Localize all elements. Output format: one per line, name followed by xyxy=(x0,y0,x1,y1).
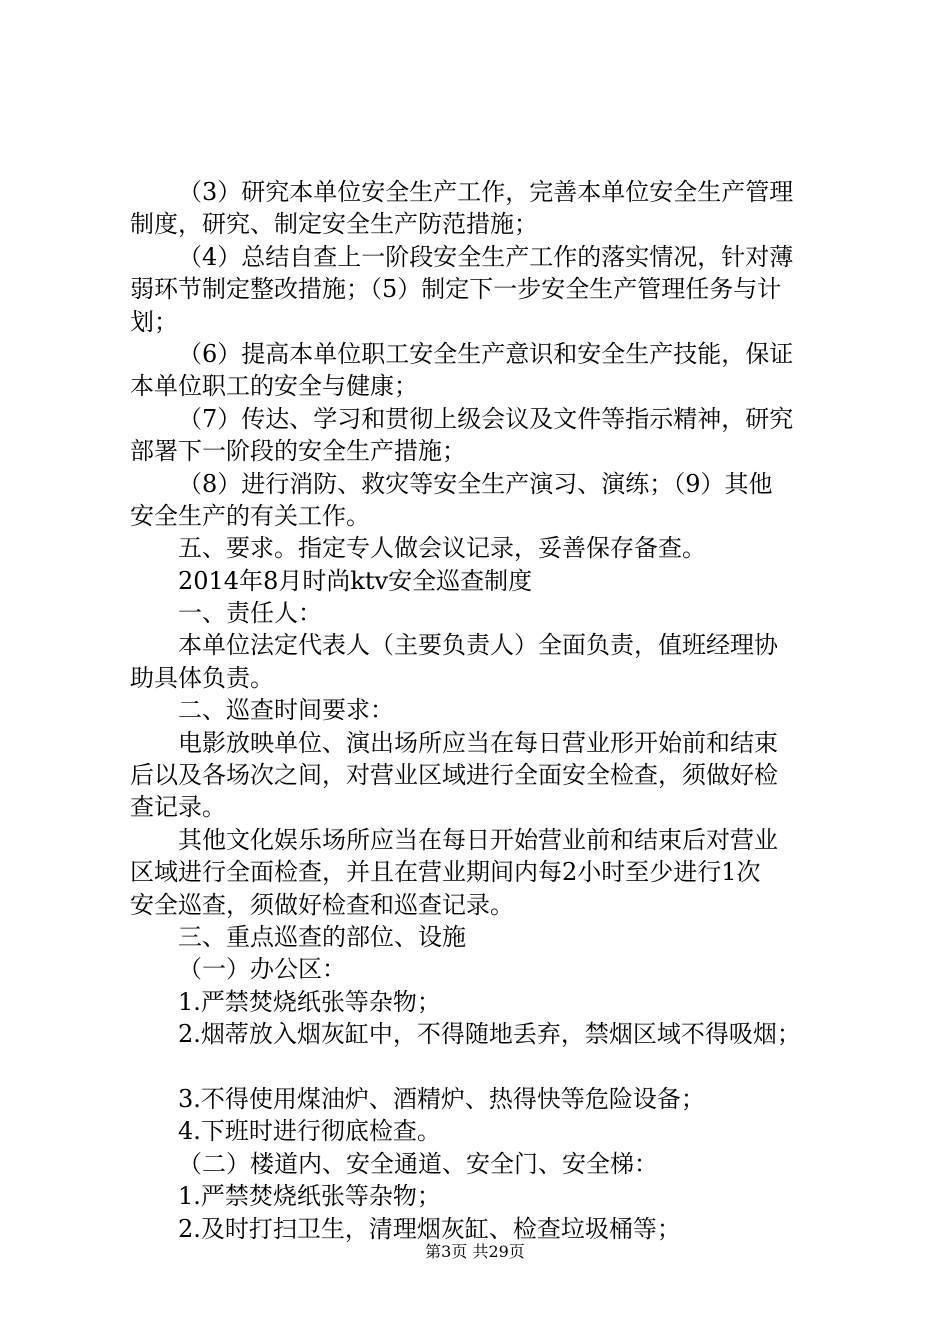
page-footer: 第3页 共29页 xyxy=(425,1242,525,1261)
text-line: （6）提高本单位职工安全生产意识和安全生产技能，保证 xyxy=(178,339,794,368)
text-line: （8）进行消防、救灾等安全生产演习、演练；（9）其他 xyxy=(178,469,773,498)
text-line: 其他文化娱乐场所应当在每日开始营业前和结束后对营业 xyxy=(178,825,778,854)
blank-line xyxy=(130,1051,830,1083)
text-line: 4.下班时进行彻底检查。 xyxy=(178,1117,441,1146)
text-line: 查记录。 xyxy=(130,793,226,822)
document-body xyxy=(130,176,830,1245)
text-line: 部署下一阶段的安全生产措施； xyxy=(130,437,466,466)
text-line: 本单位法定代表人（主要负责人）全面负责，值班经理协 xyxy=(178,631,778,660)
text-line: 2.及时打扫卫生，清理烟灰缸、检查垃圾桶等； xyxy=(178,1214,681,1243)
text-line: 2.烟蒂放入烟灰缸中，不得随地丢弃，禁烟区域不得吸烟； xyxy=(178,1020,801,1049)
text-line: 安全生产的有关工作。 xyxy=(130,501,370,530)
text-line: 助具体负责。 xyxy=(130,663,274,692)
text-line: 本单位职工的安全与健康； xyxy=(130,372,418,401)
text-line: 电影放映单位、演出场所应当在每日营业形开始前和结束 xyxy=(178,728,778,757)
text-line: 区域进行全面检查，并且在营业期间内每2小时至少进行1次 xyxy=(130,858,761,887)
text-line: （3）研究本单位安全生产工作，完善本单位安全生产管理 xyxy=(178,178,794,206)
text-line: 一、责任人： xyxy=(178,599,322,628)
text-line: 二、巡查时间要求： xyxy=(178,696,394,725)
text-line: 三、重点巡查的部位、设施 xyxy=(178,922,466,951)
text-line: （二）楼道内、安全通道、安全门、安全梯： xyxy=(178,1149,658,1178)
text-line: （一）办公区： xyxy=(178,955,346,984)
text-line: 3.不得使用煤油炉、酒精炉、热得快等危险设备； xyxy=(178,1084,705,1113)
text-line: 五、要求。指定专人做会议记录，妥善保存备查。 xyxy=(178,534,706,563)
text-line: 1.严禁焚烧纸张等杂物； xyxy=(178,1182,441,1211)
text-line: 后以及各场次之间，对营业区域进行全面安全检查，须做好检 xyxy=(130,761,778,790)
text-line: 1.严禁焚烧纸张等杂物； xyxy=(178,987,441,1016)
text-line: 弱环节制定整改措施；（5）制定下一步安全生产管理任务与计 xyxy=(130,275,782,304)
text-line: 安全巡查，须做好检查和巡查记录。 xyxy=(130,890,514,919)
text-line: 2014年8月时尚ktv安全巡查制度 xyxy=(178,566,533,595)
text-line: （4）总结自查上一阶段安全生产工作的落实情况，针对薄 xyxy=(178,242,794,271)
text-line: 划； xyxy=(130,307,178,336)
text-line: 制度，研究、制定安全生产防范措施； xyxy=(130,210,538,239)
text-line: （7）传达、学习和贯彻上级会议及文件等指示精神，研究 xyxy=(178,404,794,433)
